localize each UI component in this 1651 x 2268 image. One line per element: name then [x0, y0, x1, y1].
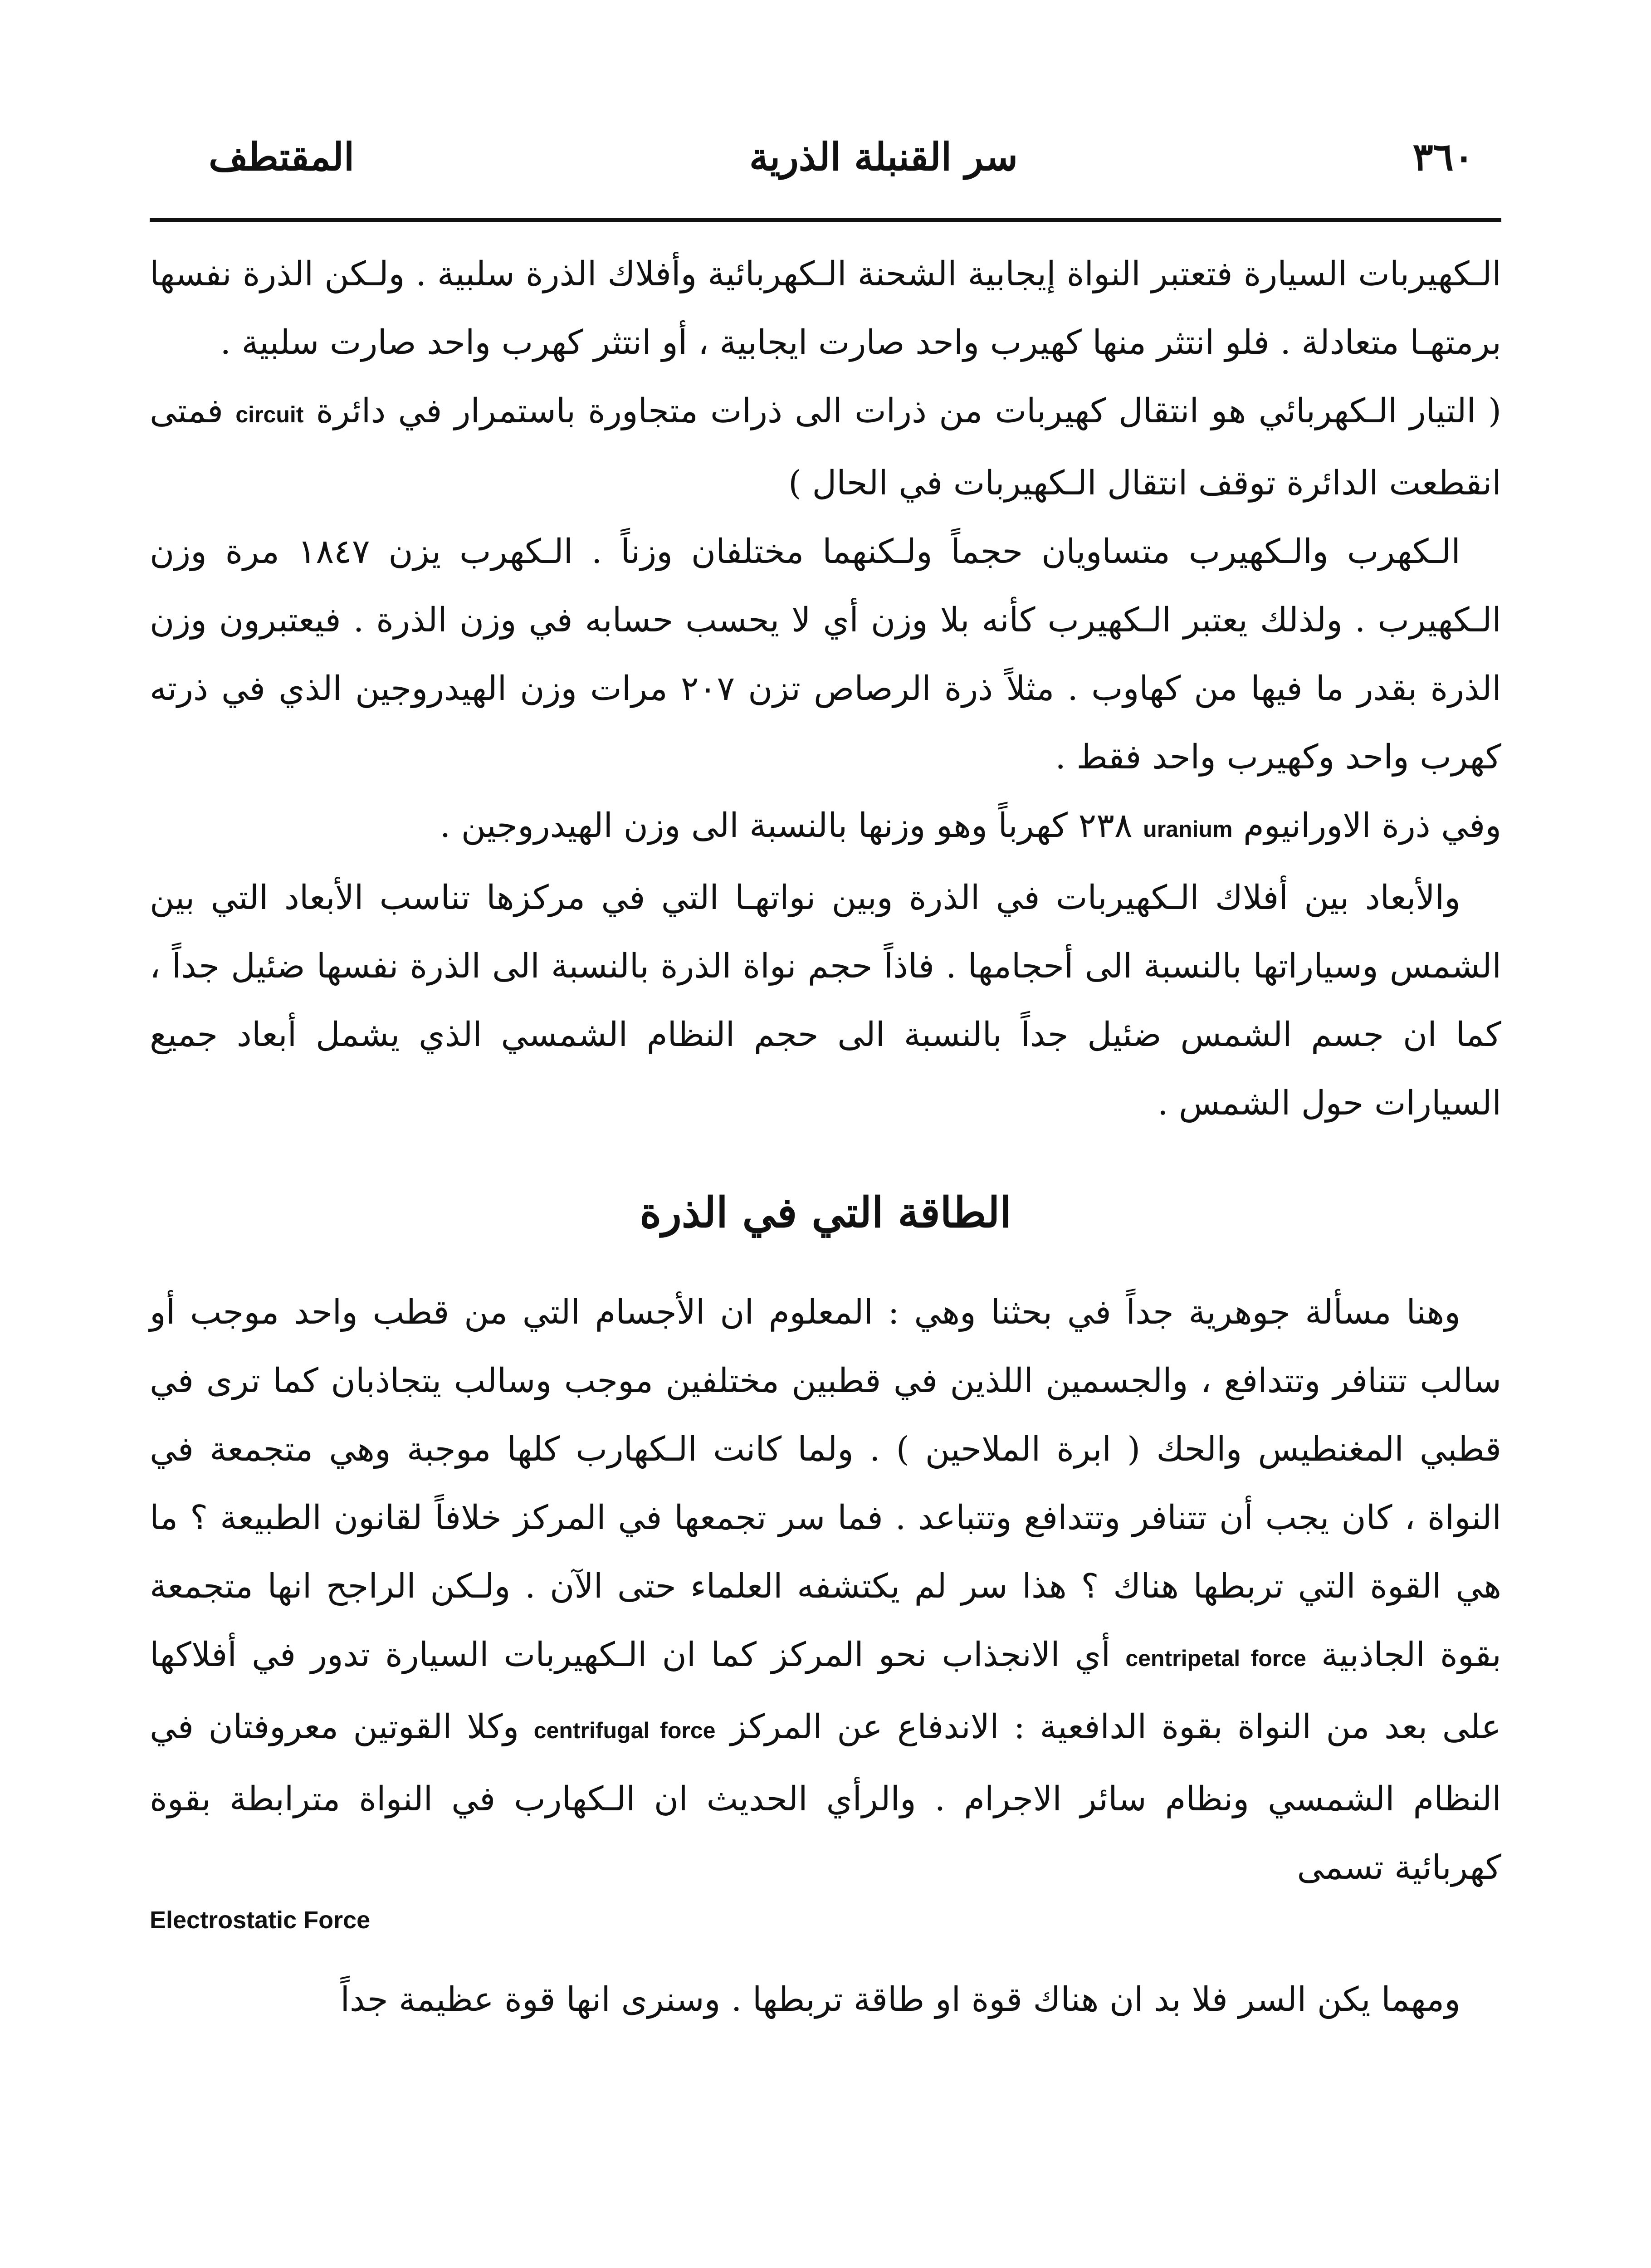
- paragraph-4-tail: ٢٣٨ كهرباً وهو وزنها بالنسبة الى وزن الهيدروجين .: [440, 806, 1133, 845]
- latin-term-uranium: uranium: [1143, 816, 1233, 842]
- paragraph-2: [150, 377, 1501, 518]
- paragraph-4-text: وفي ذرة الاورانيوم: [1243, 806, 1501, 845]
- paragraph-4: [150, 792, 1501, 864]
- paragraph-1: الـكهيربات السيارة فتعتبر النواة إيجابية الشحنة الـكهربائية وأفلاك الذرة سلبية . ولـكن الذرة نفسها برمتهـا متعادلة . فلو انتثر منها كهيرب واحد صارت ايجابية ، أو انتثر كهرب واحد صارت سلبية .: [150, 254, 1501, 362]
- paragraph-7: ومهما يكن السر فلا بد ان هناك قوة او طاقة تربطها . وسنرى انها قوة عظيمة جداً: [340, 1980, 1460, 2019]
- article-title: سر القنبلة الذرية: [749, 134, 1018, 179]
- paragraph-6: [150, 1278, 1501, 1902]
- running-head: [150, 122, 1501, 191]
- header-rule: [150, 218, 1501, 222]
- page-number: ٣٦٠: [1412, 134, 1474, 179]
- section-heading: الطاقة التي في الذرة: [640, 1188, 1011, 1237]
- latin-term-centripetal: centripetal force: [1125, 1646, 1306, 1671]
- paragraph-5: والأبعاد بين أفلاك الـكهيربات في الذرة وبين نواتهـا التي في مركزها تناسب الأبعاد التي بين الشمس وسياراتها بالنسبة الى أحجامها . فاذاً حجم نواة الذرة بالنسبة الى الذرة نفسها ضئيل جداً ، كما ان جسم الشمس ضئيل جداً بالنسبة الى حجم النظام الشمسي الذي يشمل أبعاد جميع السيارات حول الشمس .: [150, 878, 1501, 1123]
- paragraph-6-tail: أي الانجذاب نحو المركز كما ان الـكهيربات السيارة تدور في أفلاكها على بعد من النواة بقوة الدافعية : الاندفاع عن المركز: [150, 1635, 1502, 1746]
- article-body: [150, 240, 1501, 2034]
- paragraph-2-text: ( التيار الـكهربائي هو انتقال كهيربات من ذرات الى ذرات متجاورة باستمرار في دائرة: [316, 391, 1501, 430]
- latin-term-electrostatic: Electrostatic Force: [150, 1906, 371, 1934]
- latin-term-centrifugal: centrifugal force: [533, 1718, 716, 1743]
- latin-term-circuit: circuit: [235, 402, 304, 427]
- paragraph-3: الـكهرب والـكهيرب متساويان حجماً ولـكنهما مختلفان وزناً . الـكهرب يزن ١٨٤٧ مرة وزن الـكهيرب . ولذلك يعتبر الـكهيرب كأنه بلا وزن أي لا يحسب حسابه في وزن الذرة . فيعتبرون وزن الذرة بقدر ما فيها من كهاوب . مثلاً ذرة الرصاص تزن ٢٠٧ مرات وزن الهيدروجين الذي في ذرته كهرب واحد وكهيرب واحد فقط .: [150, 532, 1501, 777]
- paragraph-2-tail: فمتى انقطعت الدائرة توقف انتقال الـكهيربات في الحال ): [150, 391, 1501, 503]
- paragraph-6-tail-2: وكلا القوتين معروفتان في النظام الشمسي ونظام سائر الاجرام . والرأي الحديث ان الـكهارب في النواة مترابطة بقوة كهربائية تسمى: [150, 1707, 1501, 1887]
- journal-name: المقتطف: [209, 134, 355, 179]
- paragraph-6-text: وهنا مسألة جوهرية جداً في بحثنا وهي : المعلوم ان الأجسام التي من قطب واحد موجب أو سالب تتنافر وتتدافع ، والجسمين اللذين في قطبين مختلفين موجب وسالب يتجاذبان كما ترى في قطبي المغنطيس والحك ( ابرة الملاحين ) . ولما كانت الـكهارب كلها موجبة وهي متجمعة في النواة ، كان يجب أن تتنافر وتتدافع وتتباعد . فما سر تجمعها في المركز خلافاً لقانون الطبيعة ؟ ما هي القوة التي تربطها هناك ؟ هذا سر لم يكتشفه العلماء حتى الآن . ولـكن الراجح انها متجمعة بقوة الجاذبية: [150, 1293, 1501, 1674]
